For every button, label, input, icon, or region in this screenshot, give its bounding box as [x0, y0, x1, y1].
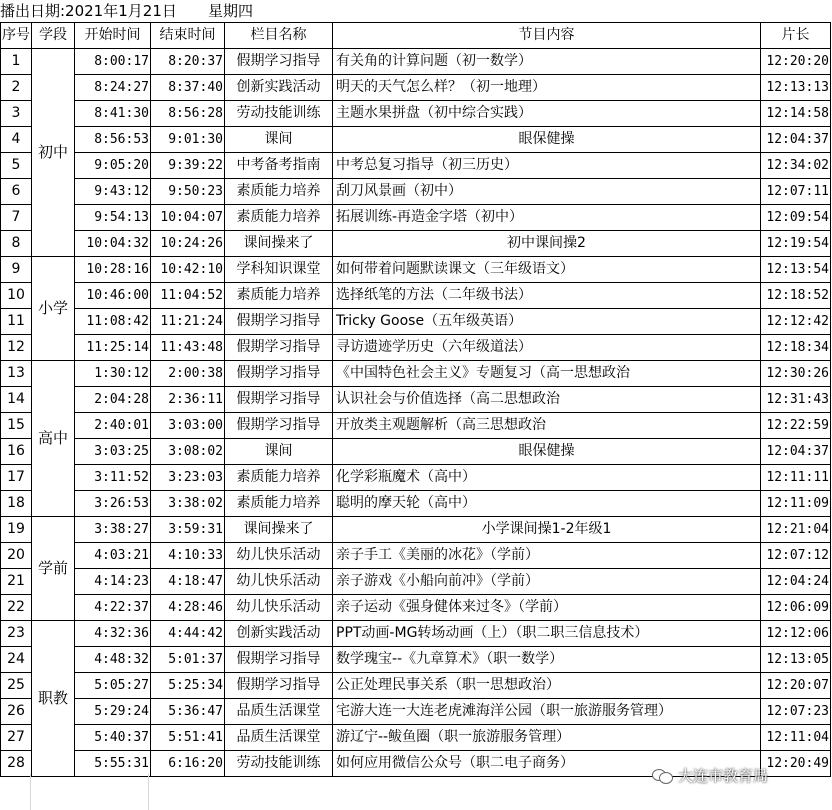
table-row [1, 231, 831, 257]
program-length: 12:13:13 [761, 75, 831, 101]
end-time: 4:10:33 [151, 543, 225, 569]
row-number: 24 [1, 647, 32, 673]
stage-cell: 初中 [32, 49, 75, 257]
row-number: 6 [1, 179, 32, 205]
row-number: 19 [1, 517, 32, 543]
row-number: 18 [1, 491, 32, 517]
start-time: 4:22:37 [75, 595, 151, 621]
table-row [1, 725, 831, 751]
col-header-start: 开始时间 [75, 23, 151, 49]
end-time: 5:36:47 [151, 699, 225, 725]
table-row [1, 673, 831, 699]
program-length: 12:34:02 [761, 153, 831, 179]
table-row [1, 491, 831, 517]
program-content: 小学课间操1-2年级1 [333, 517, 761, 543]
program-length: 12:07:23 [761, 699, 831, 725]
program-length: 12:13:05 [761, 647, 831, 673]
end-time: 8:20:37 [151, 49, 225, 75]
program-length: 12:04:37 [761, 127, 831, 153]
stage-cell: 小学 [32, 257, 75, 361]
row-number: 28 [1, 751, 32, 777]
program-column: 素质能力培养 [225, 179, 333, 205]
start-time: 4:14:23 [75, 569, 151, 595]
start-time: 2:40:01 [75, 413, 151, 439]
program-length: 12:20:20 [761, 49, 831, 75]
program-content: 如何应用微信公众号（职二电子商务） [333, 751, 761, 777]
table-row [1, 517, 831, 543]
table-row [1, 387, 831, 413]
header-row [1, 23, 831, 49]
row-number: 23 [1, 621, 32, 647]
start-time: 9:54:13 [75, 205, 151, 231]
start-time: 11:25:14 [75, 335, 151, 361]
program-length: 12:21:04 [761, 517, 831, 543]
stage-cell: 职教 [32, 621, 75, 777]
row-number: 8 [1, 231, 32, 257]
program-length: 12:19:54 [761, 231, 831, 257]
table-row [1, 153, 831, 179]
row-number: 27 [1, 725, 32, 751]
program-content: 刮刀风景画（初中） [333, 179, 761, 205]
start-time: 3:26:53 [75, 491, 151, 517]
end-time: 3:59:31 [151, 517, 225, 543]
start-time: 2:04:28 [75, 387, 151, 413]
program-column: 假期学习指导 [225, 413, 333, 439]
program-length: 12:11:09 [761, 491, 831, 517]
table-row [1, 361, 831, 387]
table-row [1, 413, 831, 439]
row-number: 3 [1, 101, 32, 127]
program-column: 素质能力培养 [225, 205, 333, 231]
program-column: 假期学习指导 [225, 335, 333, 361]
end-time: 6:16:20 [151, 751, 225, 777]
program-content: 亲子游戏《小船向前冲》（学前） [333, 569, 761, 595]
sheet-gridline [30, 774, 31, 810]
end-time: 2:36:11 [151, 387, 225, 413]
program-length: 12:14:58 [761, 101, 831, 127]
program-length: 12:20:07 [761, 673, 831, 699]
start-time: 3:03:25 [75, 439, 151, 465]
row-number: 15 [1, 413, 32, 439]
table-row [1, 309, 831, 335]
table-row [1, 127, 831, 153]
schedule-table [0, 22, 831, 777]
program-length: 12:31:43 [761, 387, 831, 413]
program-length: 12:09:54 [761, 205, 831, 231]
table-row [1, 283, 831, 309]
broadcast-weekday: 星期四 [208, 2, 254, 20]
start-time: 5:40:37 [75, 725, 151, 751]
program-column: 学科知识课堂 [225, 257, 333, 283]
program-content: 寻访遗迹学历史（六年级道法） [333, 335, 761, 361]
program-column: 中考备考指南 [225, 153, 333, 179]
program-content: 如何带着问题默读课文（三年级语文） [333, 257, 761, 283]
start-time: 8:56:53 [75, 127, 151, 153]
col-header-no: 序号 [1, 23, 32, 49]
stage-cell: 学前 [32, 517, 75, 621]
end-time: 8:37:40 [151, 75, 225, 101]
program-content: 《中国特色社会主义》专题复习（高一思想政治 [333, 361, 761, 387]
end-time: 5:01:37 [151, 647, 225, 673]
end-time: 3:03:00 [151, 413, 225, 439]
program-content: 有关角的计算问题（初一数学） [333, 49, 761, 75]
program-content: 主题水果拼盘（初中综合实践） [333, 101, 761, 127]
end-time: 9:39:22 [151, 153, 225, 179]
col-header-length: 片长 [761, 23, 831, 49]
program-column: 品质生活课堂 [225, 699, 333, 725]
end-time: 3:38:02 [151, 491, 225, 517]
start-time: 8:24:27 [75, 75, 151, 101]
start-time: 9:05:20 [75, 153, 151, 179]
stage-cell: 高中 [32, 361, 75, 517]
program-column: 假期学习指导 [225, 673, 333, 699]
start-time: 11:08:42 [75, 309, 151, 335]
end-time: 4:28:46 [151, 595, 225, 621]
row-number: 13 [1, 361, 32, 387]
row-number: 5 [1, 153, 32, 179]
program-content: 聪明的摩天轮（高中） [333, 491, 761, 517]
end-time: 10:42:10 [151, 257, 225, 283]
program-column: 课间 [225, 439, 333, 465]
program-content: 亲子运动《强身健体来过冬》（学前） [333, 595, 761, 621]
program-length: 12:30:26 [761, 361, 831, 387]
program-length: 12:11:11 [761, 465, 831, 491]
row-number: 9 [1, 257, 32, 283]
start-time: 3:11:52 [75, 465, 151, 491]
row-number: 11 [1, 309, 32, 335]
row-number: 7 [1, 205, 32, 231]
end-time: 4:18:47 [151, 569, 225, 595]
program-column: 劳动技能训练 [225, 101, 333, 127]
program-column: 创新实践活动 [225, 75, 333, 101]
start-time: 5:55:31 [75, 751, 151, 777]
col-header-stage: 学段 [32, 23, 75, 49]
start-time: 10:04:32 [75, 231, 151, 257]
start-time: 10:28:16 [75, 257, 151, 283]
program-content: 游辽宁--鲅鱼圈（职一旅游服务管理） [333, 725, 761, 751]
program-column: 品质生活课堂 [225, 725, 333, 751]
table-row [1, 465, 831, 491]
table-row [1, 595, 831, 621]
row-number: 14 [1, 387, 32, 413]
program-content: 公正处理民事关系（职一思想政治） [333, 673, 761, 699]
end-time: 9:01:30 [151, 127, 225, 153]
end-time: 3:08:02 [151, 439, 225, 465]
row-number: 22 [1, 595, 32, 621]
table-row [1, 257, 831, 283]
row-number: 4 [1, 127, 32, 153]
table-row [1, 569, 831, 595]
row-number: 16 [1, 439, 32, 465]
program-length: 12:22:59 [761, 413, 831, 439]
start-time: 5:05:27 [75, 673, 151, 699]
end-time: 4:44:42 [151, 621, 225, 647]
wechat-icon [652, 767, 672, 783]
col-header-end: 结束时间 [151, 23, 225, 49]
end-time: 8:56:28 [151, 101, 225, 127]
program-content: 化学彩瓶魔术（高中） [333, 465, 761, 491]
start-time: 8:41:30 [75, 101, 151, 127]
start-time: 4:48:32 [75, 647, 151, 673]
schedule-body [1, 49, 831, 777]
table-row [1, 439, 831, 465]
row-number: 12 [1, 335, 32, 361]
broadcast-date: 播出日期:2021年1月21日 [0, 2, 177, 20]
row-number: 10 [1, 283, 32, 309]
program-length: 12:07:12 [761, 543, 831, 569]
start-time: 4:32:36 [75, 621, 151, 647]
program-length: 12:07:11 [761, 179, 831, 205]
program-length: 12:13:54 [761, 257, 831, 283]
program-content: 拓展训练-再造金字塔（初中） [333, 205, 761, 231]
end-time: 11:21:24 [151, 309, 225, 335]
program-length: 12:18:52 [761, 283, 831, 309]
program-content: 选择纸笔的方法（二年级书法） [333, 283, 761, 309]
program-content: 眼保健操 [333, 127, 761, 153]
start-time: 4:03:21 [75, 543, 151, 569]
col-header-content: 节目内容 [333, 23, 761, 49]
program-length: 12:12:42 [761, 309, 831, 335]
end-time: 10:24:26 [151, 231, 225, 257]
program-length: 12:06:09 [761, 595, 831, 621]
program-column: 幼儿快乐活动 [225, 543, 333, 569]
table-row [1, 101, 831, 127]
program-column: 假期学习指导 [225, 309, 333, 335]
table-row [1, 179, 831, 205]
program-column: 素质能力培养 [225, 465, 333, 491]
program-content: 宅游大连一大连老虎滩海洋公园（职一旅游服务管理） [333, 699, 761, 725]
program-column: 假期学习指导 [225, 361, 333, 387]
start-time: 1:30:12 [75, 361, 151, 387]
sheet-gridline [148, 774, 149, 810]
row-number: 21 [1, 569, 32, 595]
program-column: 素质能力培养 [225, 491, 333, 517]
table-row [1, 699, 831, 725]
program-content: PPT动画-MG转场动画（上）（职二职三信息技术） [333, 621, 761, 647]
program-content: 眼保健操 [333, 439, 761, 465]
program-content: 初中课间操2 [333, 231, 761, 257]
end-time: 3:23:03 [151, 465, 225, 491]
end-time: 2:00:38 [151, 361, 225, 387]
row-number: 20 [1, 543, 32, 569]
program-content: 亲子手工《美丽的冰花》（学前） [333, 543, 761, 569]
table-row [1, 205, 831, 231]
start-time: 3:38:27 [75, 517, 151, 543]
end-time: 10:04:07 [151, 205, 225, 231]
watermark [652, 763, 768, 787]
start-time: 10:46:00 [75, 283, 151, 309]
program-length: 12:04:37 [761, 439, 831, 465]
program-column: 课间操来了 [225, 517, 333, 543]
end-time: 11:43:48 [151, 335, 225, 361]
end-time: 11:04:52 [151, 283, 225, 309]
table-row [1, 543, 831, 569]
table-row [1, 647, 831, 673]
program-content: Tricky Goose（五年级英语） [333, 309, 761, 335]
table-row [1, 335, 831, 361]
start-time: 9:43:12 [75, 179, 151, 205]
end-time: 9:50:23 [151, 179, 225, 205]
program-content: 开放类主观题解析（高三思想政治 [333, 413, 761, 439]
program-column: 课间操来了 [225, 231, 333, 257]
program-column: 创新实践活动 [225, 621, 333, 647]
row-number: 26 [1, 699, 32, 725]
program-column: 假期学习指导 [225, 387, 333, 413]
table-row [1, 49, 831, 75]
program-column: 幼儿快乐活动 [225, 569, 333, 595]
row-number: 17 [1, 465, 32, 491]
program-content: 数学瑰宝--《九章算术》（职一数学） [333, 647, 761, 673]
program-column: 假期学习指导 [225, 647, 333, 673]
program-column: 幼儿快乐活动 [225, 595, 333, 621]
program-column: 假期学习指导 [225, 49, 333, 75]
broadcast-header [0, 0, 832, 22]
row-number: 2 [1, 75, 32, 101]
program-length: 12:20:49 [761, 751, 831, 777]
program-length: 12:11:04 [761, 725, 831, 751]
start-time: 8:00:17 [75, 49, 151, 75]
program-content: 明天的天气怎么样？（初一地理） [333, 75, 761, 101]
table-row [1, 621, 831, 647]
program-length: 12:18:34 [761, 335, 831, 361]
col-header-column: 栏目名称 [225, 23, 333, 49]
program-content: 认识社会与价值选择（高二思想政治 [333, 387, 761, 413]
watermark-text: 大连市教育局 [678, 766, 769, 785]
program-column: 素质能力培养 [225, 283, 333, 309]
program-length: 12:12:06 [761, 621, 831, 647]
program-length: 12:04:24 [761, 569, 831, 595]
program-content: 中考总复习指导（初三历史） [333, 153, 761, 179]
end-time: 5:25:34 [151, 673, 225, 699]
end-time: 5:51:41 [151, 725, 225, 751]
program-column: 课间 [225, 127, 333, 153]
program-column: 劳动技能训练 [225, 751, 333, 777]
table-row [1, 75, 831, 101]
row-number: 1 [1, 49, 32, 75]
start-time: 5:29:24 [75, 699, 151, 725]
row-number: 25 [1, 673, 32, 699]
